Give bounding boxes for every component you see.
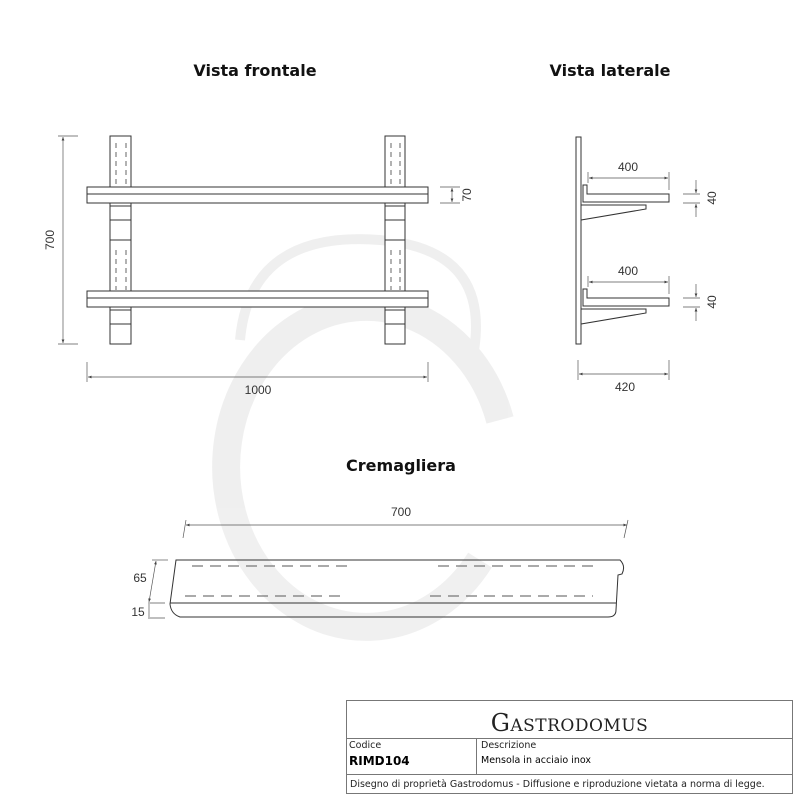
gastrodomus-logo: GASTRODOMUS — [347, 701, 792, 739]
title-block — [346, 700, 793, 794]
side-thickness-dim-top: 40 — [705, 191, 719, 205]
product-code: RIMD104 — [349, 754, 410, 768]
rack-view — [148, 520, 628, 618]
side-thickness-dim-bottom: 40 — [705, 295, 719, 309]
code-label: Codice — [349, 740, 382, 751]
product-description: Mensola in acciaio inox — [481, 755, 591, 766]
front-height-dim: 700 — [43, 229, 57, 251]
copyright-notice: Disegno di proprietà Gastrodomus - Diffusione e riproduzione vietata a norma di legge. — [350, 779, 765, 790]
front-view-title: Vista frontale — [193, 61, 317, 80]
front-shelf-dim: 70 — [460, 188, 474, 202]
rack-base-dim: 15 — [131, 605, 145, 619]
rack-title: Cremagliera — [346, 456, 456, 475]
side-total-dim: 420 — [614, 380, 636, 394]
rack-height-dim: 65 — [133, 571, 147, 585]
rack-length-dim: 700 — [390, 505, 412, 519]
side-depth-dim-bottom: 400 — [617, 264, 639, 278]
side-depth-dim-top: 400 — [617, 160, 639, 174]
front-width-dim: 1000 — [244, 383, 272, 397]
description-label: Descrizione — [481, 740, 537, 751]
side-view-title: Vista laterale — [549, 61, 671, 80]
